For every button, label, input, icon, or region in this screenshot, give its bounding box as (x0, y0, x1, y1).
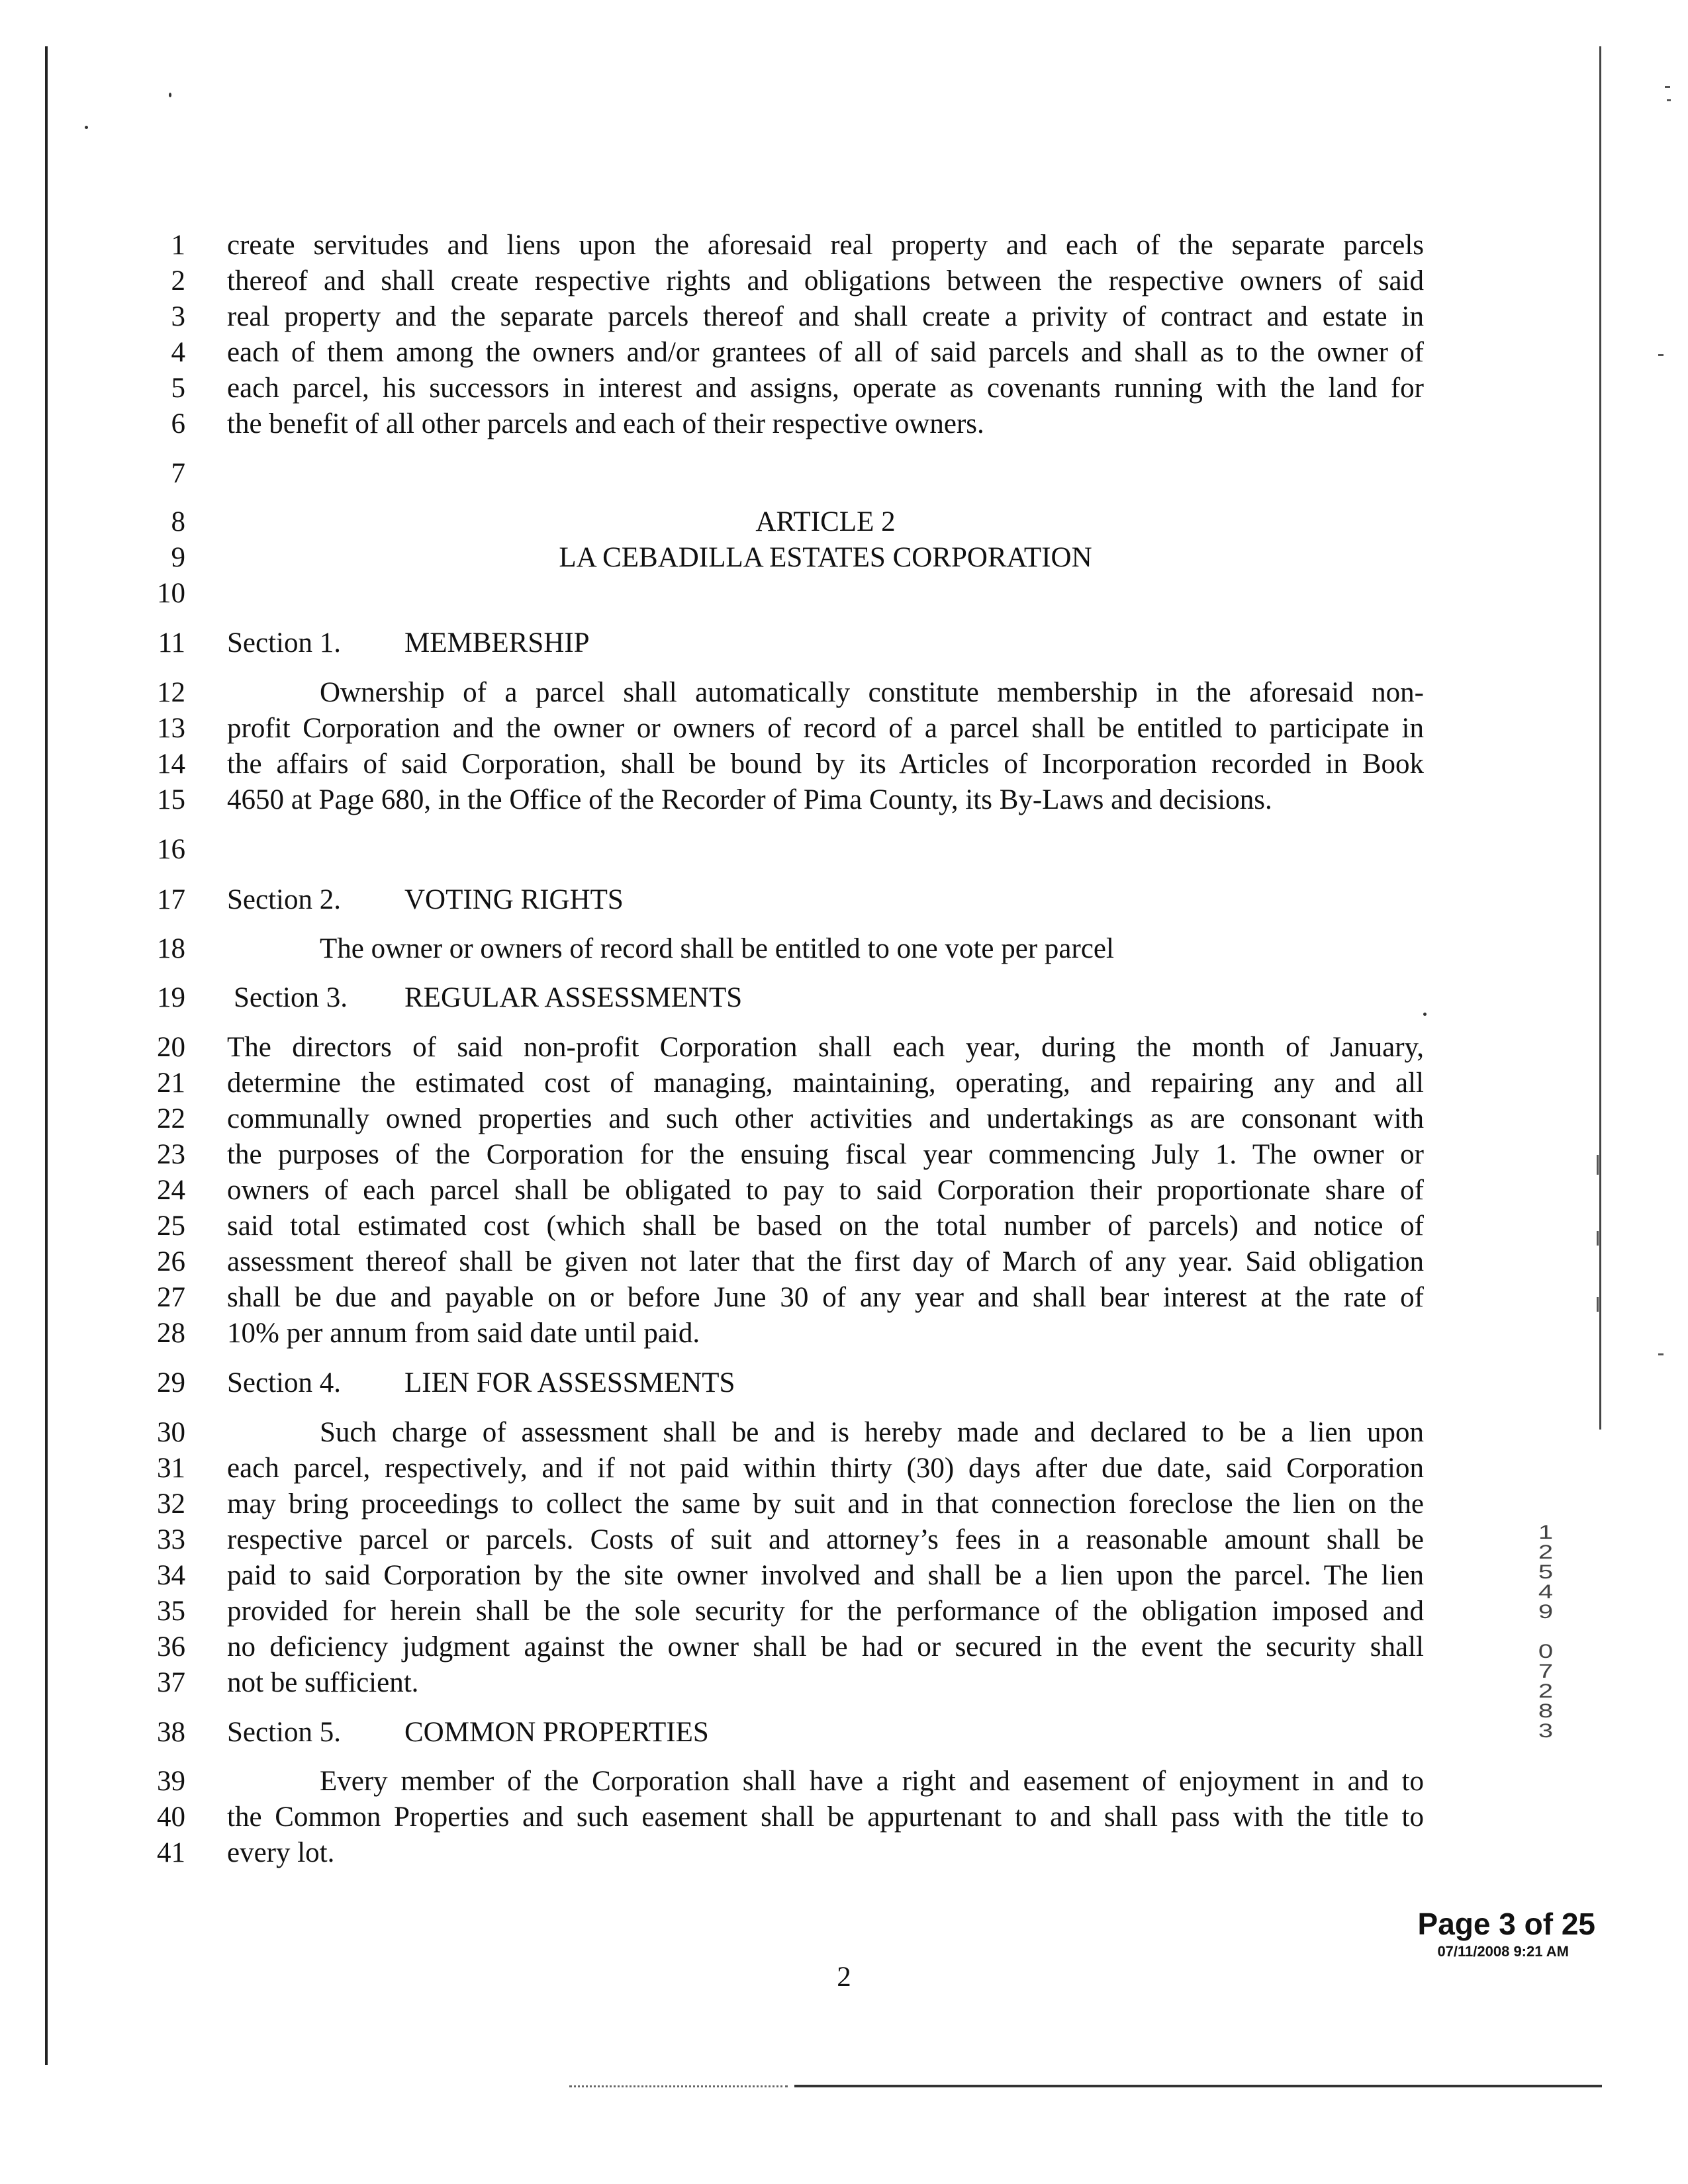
text-line (0, 228, 1456, 263)
line-number: 32 (157, 1488, 185, 1520)
section-label: Section 1. (227, 627, 341, 659)
line-text: assessment thereof shall be given not later that the first day of March of any year. Said obligation (227, 1246, 1424, 1277)
text-line (0, 264, 1456, 298)
line-text: communally owned properties and such other activities and undertakings as are consonant with (227, 1103, 1424, 1134)
scan-speck (169, 93, 171, 97)
scan-mark (1597, 1297, 1599, 1312)
line-text: the benefit of all other parcels and each of their respective owners. (227, 408, 984, 439)
line-number: 12 (157, 677, 185, 708)
text-line (0, 1138, 1456, 1172)
line-number: 1 (171, 230, 185, 261)
page-count-label: Page 3 of 25 (1417, 1907, 1595, 1941)
section-title: REGULAR ASSESSMENTS (404, 982, 743, 1013)
line-number: 14 (157, 749, 185, 780)
text-line (0, 932, 1456, 966)
line-number: 11 (158, 627, 185, 659)
section-heading-line (0, 883, 1456, 917)
article-title-heading: LA CEBADILLA ESTATES CORPORATION (559, 542, 1092, 573)
section-heading-line (0, 626, 1456, 660)
line-number: 33 (157, 1524, 185, 1555)
line-number: 15 (157, 784, 185, 815)
line-text: profit Corporation and the owner or owners of record of a parcel shall be entitled to participate in (227, 713, 1424, 744)
scan-speck (85, 126, 88, 129)
line-number: 41 (157, 1837, 185, 1868)
line-text: Every member of the Corporation shall have a right and easement of enjoyment in and to (320, 1766, 1424, 1797)
line-number: 29 (157, 1367, 185, 1398)
line-number: 10 (157, 578, 185, 609)
line-number: 26 (157, 1246, 185, 1277)
line-number: 22 (157, 1103, 185, 1134)
scan-mark (1597, 1231, 1599, 1246)
recording-number-stamp (1526, 1522, 1566, 1800)
section-heading-line (0, 1715, 1456, 1750)
line-text: said total estimated cost (which shall be based on the total number of parcels) and notice of (227, 1210, 1424, 1242)
line-number: 5 (171, 373, 185, 404)
text-line (0, 541, 1456, 575)
line-text: provided for herein shall be the sole security for the performance of the obligation imposed and (227, 1596, 1424, 1627)
text-line (0, 1836, 1456, 1870)
line-text: each parcel, his successors in interest and assigns, operate as covenants running with the land for (227, 373, 1424, 404)
line-number: 38 (157, 1717, 185, 1748)
text-line (0, 676, 1456, 710)
line-text: each parcel, respectively, and if not paid within thirty (30) days after due date, said Corporation (227, 1453, 1424, 1484)
line-number: 17 (157, 884, 185, 915)
section-label: Section 3. (234, 982, 348, 1013)
stamp-digit: 2 (1538, 1541, 1554, 1563)
line-text: the purposes of the Corporation for the ensuing fiscal year commencing July 1. The owner or (227, 1139, 1424, 1170)
line-number: 16 (157, 834, 185, 865)
line-number: 24 (157, 1175, 185, 1206)
text-line (0, 1487, 1456, 1522)
line-text: Ownership of a parcel shall automatically constitute membership in the aforesaid non- (320, 677, 1424, 708)
line-text: 4650 at Page 680, in the Office of the Recorder of Pima County, its By-Laws and decisions. (227, 784, 1272, 815)
stamp-digit: 7 (1538, 1660, 1554, 1682)
line-number: 3 (171, 301, 185, 332)
article-number-heading: ARTICLE 2 (755, 506, 896, 537)
line-number: 4 (171, 337, 185, 368)
text-line (0, 457, 1456, 491)
line-number: 39 (157, 1766, 185, 1797)
line-text: no deficiency judgment against the owner shall be had or secured in the event the security shall (227, 1631, 1424, 1662)
text-line (0, 576, 1456, 611)
stamp-digit: 0 (1538, 1640, 1554, 1662)
line-number: 6 (171, 408, 185, 439)
text-line (0, 1594, 1456, 1629)
line-number: 20 (157, 1032, 185, 1063)
section-title: LIEN FOR ASSESSMENTS (404, 1367, 735, 1398)
line-number: 7 (171, 458, 185, 489)
text-line (0, 711, 1456, 746)
line-number: 28 (157, 1318, 185, 1349)
section-title: MEMBERSHIP (404, 627, 590, 659)
text-line (0, 1416, 1456, 1450)
text-line (0, 1800, 1456, 1835)
text-line (0, 1102, 1456, 1136)
text-line (0, 505, 1456, 539)
text-line (0, 1173, 1456, 1208)
line-text: determine the estimated cost of managing, maintaining, operating, and repairing any and all (227, 1068, 1424, 1099)
text-line (0, 1523, 1456, 1557)
line-number: 21 (157, 1068, 185, 1099)
section-title: VOTING RIGHTS (404, 884, 624, 915)
line-text: paid to said Corporation by the site owner involved and shall be a lien upon the parcel. The lien (227, 1560, 1424, 1591)
section-label: Section 5. (227, 1717, 341, 1748)
stamp-digit: 8 (1538, 1700, 1554, 1722)
stamp-digit: 1 (1538, 1521, 1554, 1543)
line-text: thereof and shall create respective rights and obligations between the respective owners of said (227, 265, 1424, 296)
line-text: create servitudes and liens upon the aforesaid real property and each of the separate parcels (227, 230, 1424, 261)
line-number: 27 (157, 1282, 185, 1313)
line-number: 34 (157, 1560, 185, 1591)
line-number: 37 (157, 1667, 185, 1698)
section-label: Section 4. (227, 1367, 341, 1398)
line-text: 10% per annum from said date until paid. (227, 1318, 700, 1349)
text-line (0, 1066, 1456, 1101)
text-line (0, 1316, 1456, 1351)
text-line (0, 1764, 1456, 1799)
text-line (0, 1245, 1456, 1279)
text-line (0, 371, 1456, 406)
line-text: The directors of said non-profit Corporation shall each year, during the month of January, (227, 1032, 1424, 1063)
section-heading-line (0, 1366, 1456, 1400)
section-title: COMMON PROPERTIES (404, 1717, 709, 1748)
text-line (0, 1666, 1456, 1700)
line-number: 18 (157, 933, 185, 964)
text-line (0, 833, 1456, 867)
scan-mark (1658, 354, 1664, 356)
section-heading (227, 1366, 1424, 1400)
scan-mark (1597, 1155, 1599, 1175)
line-text: Such charge of assessment shall be and is hereby made and declared to be a lien upon (320, 1417, 1424, 1448)
scan-bottom-dots (569, 2085, 788, 2087)
text-line (0, 407, 1456, 441)
text-line (0, 783, 1456, 817)
line-number: 31 (157, 1453, 185, 1484)
scan-mark (1665, 86, 1670, 88)
line-text: real property and the separate parcels thereof and shall create a privity of contract and estate in (227, 301, 1424, 332)
scan-mark (1658, 1353, 1664, 1355)
text-line (0, 1209, 1456, 1244)
stamp-digit: 5 (1538, 1561, 1554, 1583)
line-number: 30 (157, 1417, 185, 1448)
section-heading (227, 1715, 1424, 1750)
section-heading (227, 626, 1424, 660)
text-line (0, 1451, 1456, 1486)
line-number: 35 (157, 1596, 185, 1627)
text-line (0, 300, 1456, 334)
print-timestamp: 07/11/2008 9:21 AM (1437, 1943, 1569, 1960)
line-number: 23 (157, 1139, 185, 1170)
text-line (0, 1559, 1456, 1593)
line-number: 13 (157, 713, 185, 744)
text-line (0, 336, 1456, 370)
line-number: 19 (157, 982, 185, 1013)
stamp-digit: 2 (1538, 1680, 1554, 1702)
line-text: every lot. (227, 1837, 335, 1868)
stamp-digit: 3 (1538, 1719, 1554, 1742)
scan-mark (1667, 99, 1671, 101)
section-heading (234, 981, 1430, 1015)
scan-right-edge (1599, 46, 1601, 1430)
line-number: 40 (157, 1801, 185, 1833)
line-number: 8 (171, 506, 185, 537)
line-text: may bring proceedings to collect the same by suit and in that connection foreclose the lien on the (227, 1488, 1424, 1520)
line-number: 25 (157, 1210, 185, 1242)
section-heading (227, 883, 1424, 917)
line-text: The owner or owners of record shall be entitled to one vote per parcel (320, 933, 1114, 964)
line-text: shall be due and payable on or before June 30 of any year and shall bear interest at the rate of (227, 1282, 1424, 1313)
stamp-digit: 4 (1538, 1580, 1554, 1603)
line-text: owners of each parcel shall be obligated to pay to said Corporation their proportionate share of (227, 1175, 1424, 1206)
line-number: 36 (157, 1631, 185, 1662)
line-text: the Common Properties and such easement shall be appurtenant to and shall pass with the title to (227, 1801, 1424, 1833)
scan-bottom-edge (794, 2085, 1602, 2087)
line-text: respective parcel or parcels. Costs of suit and attorney’s fees in a reasonable amount shall be (227, 1524, 1424, 1555)
section-label: Section 2. (227, 884, 341, 915)
stamp-digit: 9 (1538, 1600, 1554, 1623)
text-line (0, 747, 1456, 782)
line-text: the affairs of said Corporation, shall be bound by its Articles of Incorporation recorded in Book (227, 749, 1424, 780)
text-line (0, 1630, 1456, 1664)
line-text: not be sufficient. (227, 1667, 419, 1698)
page-number: 2 (837, 1962, 851, 1993)
section-heading-line (0, 981, 1456, 1015)
line-number: 2 (171, 265, 185, 296)
line-text: each of them among the owners and/or grantees of all of said parcels and shall as to the owner of (227, 337, 1424, 368)
text-line (0, 1281, 1456, 1315)
text-line (0, 1030, 1456, 1065)
line-number: 9 (171, 542, 185, 573)
stamp-gap (1526, 1624, 1566, 1639)
